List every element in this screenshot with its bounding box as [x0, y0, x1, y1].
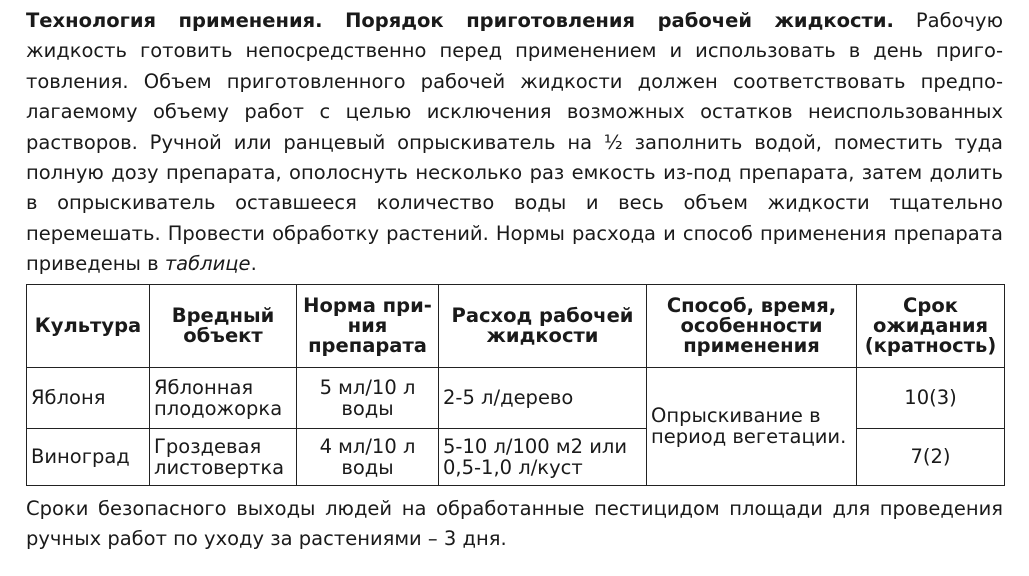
footer-note: Сроки безопасного выходы людей на обработанные пестицидом площади для проведения ручных работ по уходу за растениями – 3 дня. [26, 496, 1003, 551]
intro-italic-word: таблице [164, 252, 251, 276]
header-pest: Вредный объект [150, 284, 297, 367]
cell-crop: Виноград [27, 428, 150, 485]
table-row [27, 367, 1005, 428]
cell-waiting: 7(2) [857, 428, 1005, 485]
cell-method: Опрыскивание в период вегетации. [647, 367, 857, 485]
application-rates-table [26, 284, 1005, 486]
intro-heading: Технология применения. Порядок приготовления рабочей жидкости. [26, 9, 894, 32]
intro-body-end: . [250, 252, 257, 276]
cell-pest: Яблонная плодожорка [150, 367, 297, 428]
cell-crop: Яблоня [27, 367, 150, 428]
cell-waiting: 10(3) [857, 367, 1005, 428]
cell-norm: 4 мл/10 л воды [297, 428, 439, 485]
table-header-row [27, 284, 1005, 367]
table-row [27, 428, 1005, 485]
cell-consumption: 5-10 л/100 м2 или 0,5-1,0 л/куст [439, 428, 647, 485]
header-consumption: Расход рабочей жидкости [439, 284, 647, 367]
header-waiting: Срок ожидания (кратность) [857, 284, 1005, 367]
intro-paragraph [26, 6, 1003, 280]
cell-norm: 5 мл/10 л воды [297, 367, 439, 428]
cell-pest: Гроздевая листовертка [150, 428, 297, 485]
header-crop: Культура [27, 284, 150, 367]
intro-body: Рабочую жидкость готовить непосредственно перед применением и использовать в день приготовления. Объем приготовленного рабочей жидкости должен соответствовать предполагаемому объему работ с целью исключения возможных остатков неиспользованных растворов. Ручной или ранцевый опрыскиватель на ½ заполнить водой, поместить туда полную дозу препарата, ополоснуть несколько раз емкость из-под препарата, затем долить в опрыскиватель оставшееся количество воды и весь объем жидкости тщательно перемешать. Провести обработку растений. Нормы расхода и способ применения препарата приведены в [26, 9, 1003, 276]
header-method: Способ, время, особенности применения [647, 284, 857, 367]
header-norm: Норма при-ния препарата [297, 284, 439, 367]
cell-consumption: 2-5 л/дерево [439, 367, 647, 428]
